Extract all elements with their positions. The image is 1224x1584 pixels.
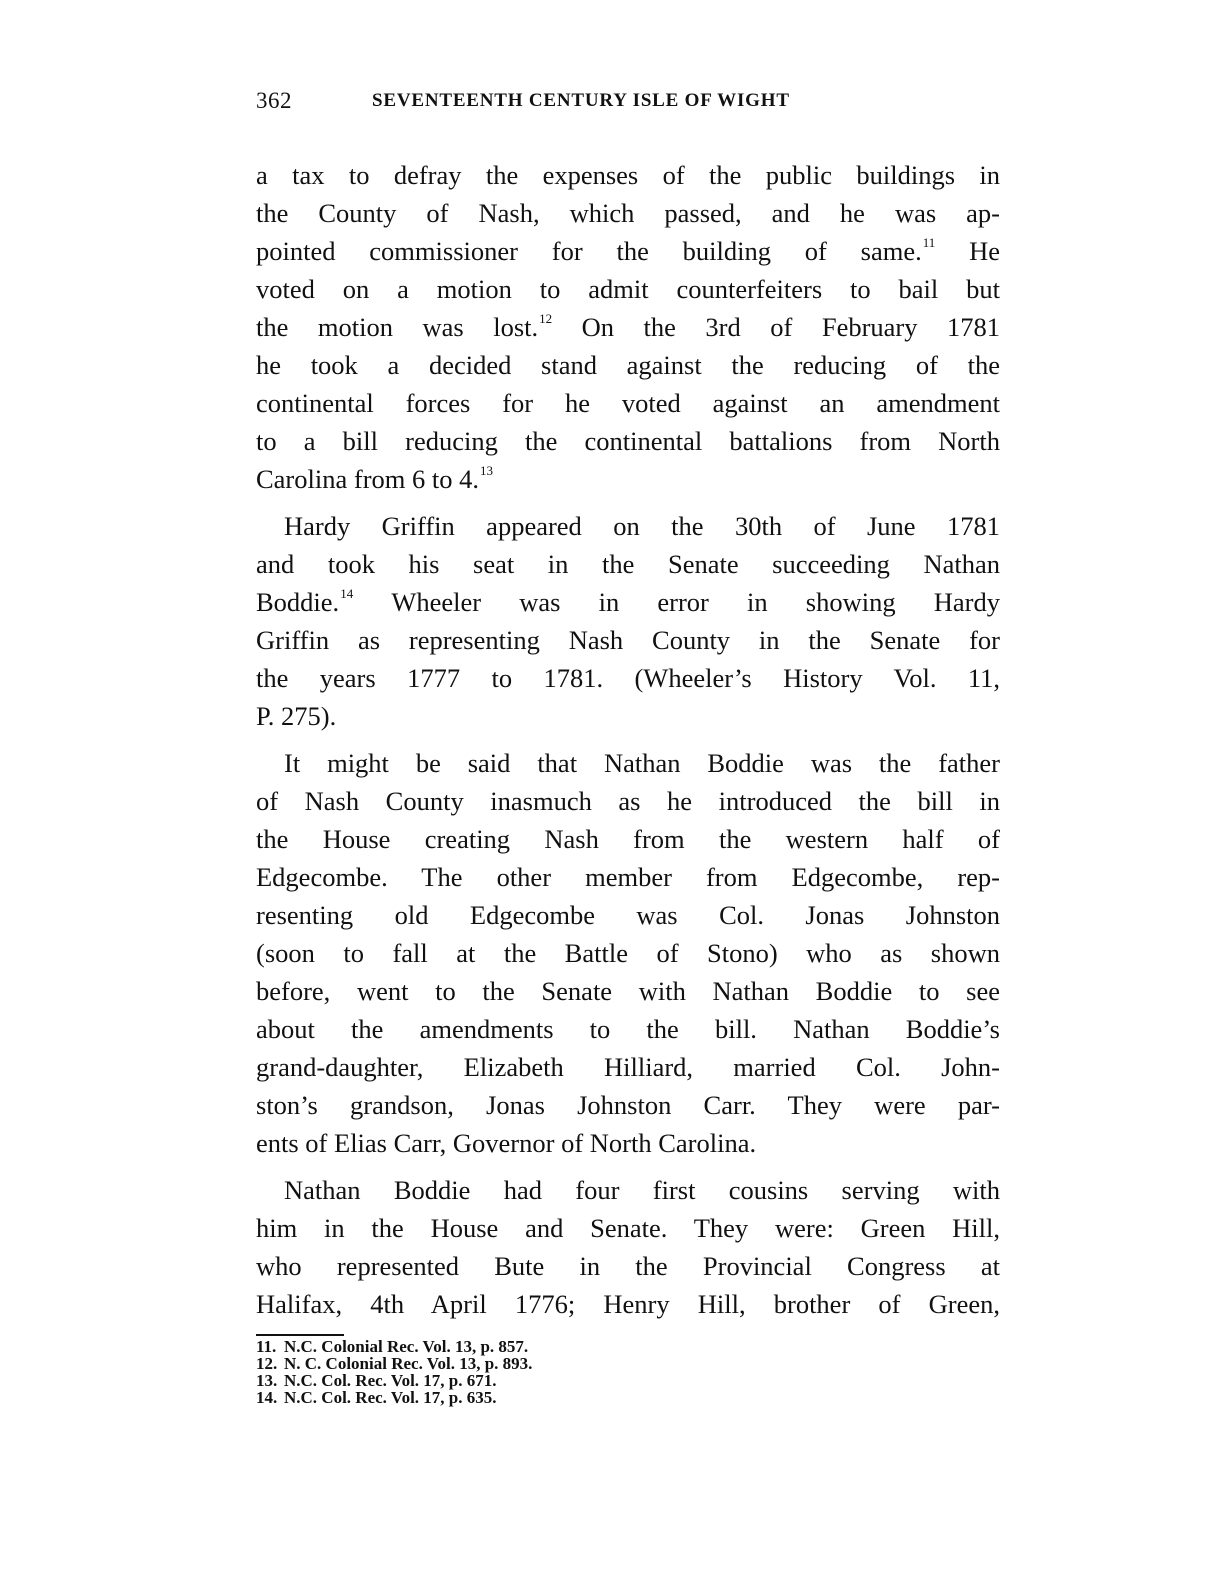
- text-line: [256, 972, 1000, 1010]
- text-line: [256, 858, 1000, 896]
- line-text: of Nash County inasmuch as he introduced the bill in: [256, 786, 1000, 816]
- footnote: [256, 1338, 532, 1355]
- footnote-reference[interactable]: 13: [480, 463, 493, 478]
- line-text: voted on a motion to admit counterfeiters to bail but: [256, 274, 1000, 304]
- line-text: Boddie.: [256, 587, 340, 617]
- footnote-number: 14.: [256, 1388, 278, 1407]
- text-line: [256, 308, 1000, 346]
- line-text: Carolina from 6 to 4.: [256, 464, 479, 494]
- text-line: [256, 545, 1000, 583]
- text-line: [256, 156, 1000, 194]
- text-line: [256, 1124, 1000, 1162]
- text-line: [256, 1010, 1000, 1048]
- paragraph-gap: [256, 498, 1000, 507]
- text-line: [256, 422, 1000, 460]
- line-text: (soon to fall at the Battle of Stono) who as shown: [256, 938, 1000, 968]
- line-text: Halifax, 4th April 1776; Henry Hill, brother of Green,: [256, 1289, 1000, 1319]
- line-text: a tax to defray the expenses of the public buildings in: [256, 160, 1000, 190]
- line-text: he took a decided stand against the reducing of the: [256, 350, 1000, 380]
- book-page: [256, 88, 1001, 1407]
- text-line: [256, 346, 1000, 384]
- line-text-continued: On the 3rd of February 1781: [552, 312, 1000, 342]
- footnote-text: N. C. Colonial Rec. Vol. 13, p. 893.: [284, 1354, 533, 1373]
- paragraph: [256, 156, 1000, 498]
- line-text: grand-daughter, Elizabeth Hilliard, married Col. John-: [256, 1052, 1000, 1082]
- text-line: [256, 1285, 1000, 1323]
- line-text: about the amendments to the bill. Nathan Boddie’s: [256, 1014, 1000, 1044]
- line-text: P. 275).: [256, 701, 337, 731]
- line-text: him in the House and Senate. They were: Green Hill,: [256, 1213, 1000, 1243]
- line-text-continued: He: [935, 236, 1001, 266]
- text-line: [256, 384, 1000, 422]
- text-line: [256, 270, 1000, 308]
- line-text: the House creating Nash from the western half of: [256, 824, 1000, 854]
- line-text: pointed commissioner for the building of same.: [256, 236, 922, 266]
- line-text: before, went to the Senate with Nathan Boddie to see: [256, 976, 1000, 1006]
- text-line: [256, 896, 1000, 934]
- text-line: [256, 782, 1000, 820]
- line-text: who represented Bute in the Provincial Congress at: [256, 1251, 1000, 1281]
- text-line: [256, 621, 1000, 659]
- line-text: continental forces for he voted against an amendment: [256, 388, 1000, 418]
- text-line: [256, 1171, 1000, 1209]
- footnote-text: N.C. Colonial Rec. Vol. 13, p. 857.: [284, 1337, 529, 1356]
- text-line: [256, 194, 1000, 232]
- line-text: ston’s grandson, Jonas Johnston Carr. They were par-: [256, 1090, 1000, 1120]
- line-text: It might be said that Nathan Boddie was the father: [284, 748, 1000, 778]
- running-head: [256, 88, 1000, 118]
- text-line: [256, 744, 1000, 782]
- footnote-text: N.C. Col. Rec. Vol. 17, p. 635.: [284, 1388, 497, 1407]
- text-line: [256, 460, 1000, 498]
- line-text: ents of Elias Carr, Governor of North Carolina.: [256, 1128, 757, 1158]
- body-text: [256, 156, 1000, 1323]
- line-text-continued: Wheeler was in error in showing Hardy: [353, 587, 1000, 617]
- text-line: [256, 820, 1000, 858]
- line-text: to a bill reducing the continental battalions from North: [256, 426, 1000, 456]
- footnote-number: 12.: [256, 1354, 278, 1373]
- line-text: Edgecombe. The other member from Edgecombe, rep-: [256, 862, 1000, 892]
- line-text: the motion was lost.: [256, 312, 539, 342]
- paragraph: [256, 744, 1000, 1162]
- page-number: 362: [256, 88, 292, 113]
- paragraph: [256, 1171, 1000, 1323]
- paragraph-gap: [256, 735, 1000, 744]
- footnote: [256, 1389, 532, 1406]
- footnote-text: N.C. Col. Rec. Vol. 17, p. 671.: [284, 1371, 497, 1390]
- line-text: the County of Nash, which passed, and he was ap-: [256, 198, 1000, 228]
- footnote-number: 11.: [256, 1337, 277, 1356]
- text-line: [256, 507, 1000, 545]
- line-text: Nathan Boddie had four first cousins serving with: [284, 1175, 1000, 1205]
- footnote-rule: [256, 1334, 344, 1336]
- line-text: resenting old Edgecombe was Col. Jonas Johnston: [256, 900, 1000, 930]
- running-title: SEVENTEENTH CENTURY ISLE OF WIGHT: [372, 90, 790, 111]
- text-line: [256, 1048, 1000, 1086]
- line-text: Hardy Griffin appeared on the 30th of June 1781: [284, 511, 1000, 541]
- line-text: and took his seat in the Senate succeeding Nathan: [256, 549, 1000, 579]
- text-line: [256, 232, 1000, 270]
- footnote-reference[interactable]: 11: [922, 235, 936, 250]
- text-line: [256, 1209, 1000, 1247]
- line-text: the years 1777 to 1781. (Wheeler’s History Vol. 11,: [256, 663, 1000, 693]
- footnote-reference[interactable]: 12: [539, 311, 553, 326]
- text-line: [256, 659, 1000, 697]
- paragraph: [256, 507, 1000, 735]
- text-line: [256, 583, 1000, 621]
- footnote: [256, 1355, 532, 1372]
- footnote: [256, 1372, 532, 1389]
- line-text: Griffin as representing Nash County in the Senate for: [256, 625, 1000, 655]
- text-line: [256, 934, 1000, 972]
- paragraph-gap: [256, 1162, 1000, 1171]
- text-line: [256, 697, 1000, 735]
- footnote-number: 13.: [256, 1371, 278, 1390]
- footnotes: [256, 1338, 532, 1406]
- text-line: [256, 1086, 1000, 1124]
- footnote-reference[interactable]: 14: [340, 586, 354, 601]
- text-line: [256, 1247, 1000, 1285]
